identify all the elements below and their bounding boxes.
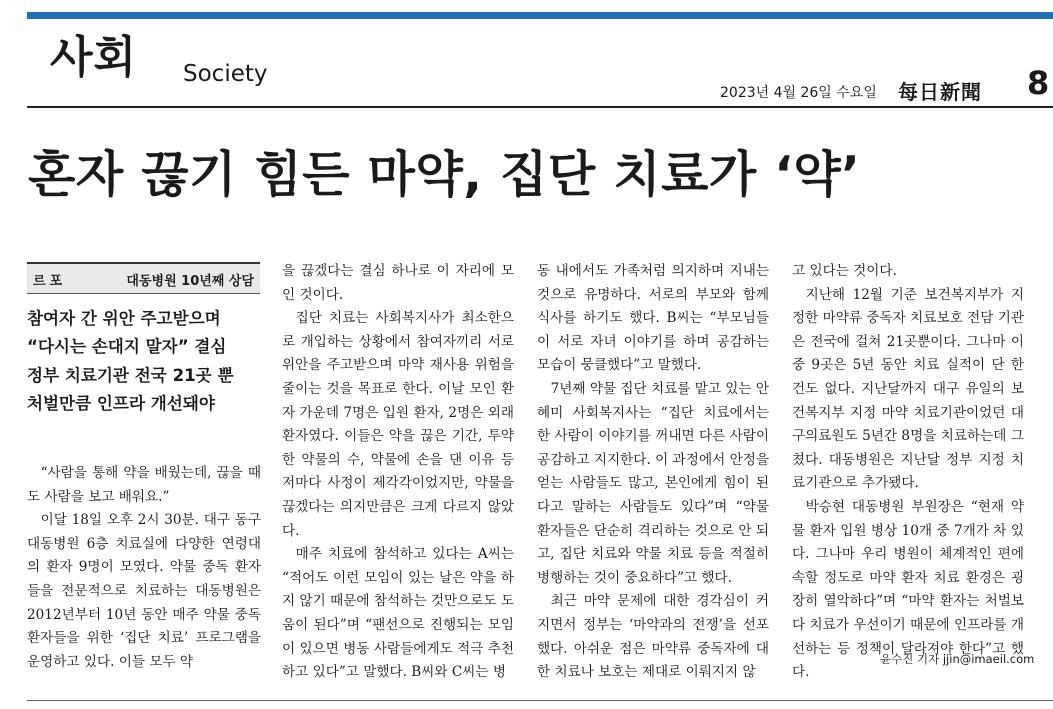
newspaper-logo: 每日新聞 bbox=[898, 80, 982, 104]
body-column-2 bbox=[282, 260, 514, 685]
body-column-1 bbox=[27, 462, 261, 674]
paragraph: 고 있다는 것이다. bbox=[792, 263, 897, 279]
article-subheads bbox=[27, 305, 261, 419]
subhead-line: “다시는 손대지 말자” 결심 bbox=[27, 337, 227, 357]
article-headline: 혼자 끊기 힘든 마약, 집단 치료가 ‘약’ bbox=[28, 146, 861, 203]
report-tag bbox=[27, 262, 260, 294]
subhead-line: 참여자 간 위안 주고받으며 bbox=[27, 309, 221, 328]
reporter-byline: 윤수진 기자 jjin@imaeil.com bbox=[880, 652, 1035, 666]
paragraph: 을 끊겠다는 결심 하나로 이 자리에 모인 것이다. bbox=[282, 263, 514, 303]
subhead-line: 정부 치료기관 전국 21곳 뿐 bbox=[27, 365, 234, 385]
body-column-4 bbox=[792, 260, 1024, 685]
section-title-english: Society bbox=[183, 61, 268, 87]
top-color-bar bbox=[27, 12, 1053, 19]
paragraph: 7년째 약물 집단 치료를 맡고 있는 안혜미 사회복지사는 “집단 치료에서는 한 사람이 이야기를 꺼내면 다른 사람이 공감하고 지지한다. 이 과정에서 안정을 얻는 사람들도 많고, 본인에게 힘이 된다고 말하는 사람들도 있다”며 “약물 환자들은 단순히 격리하는 것으로 안 되고, 집단 치료와 약물 치료 등을 적절히 병행하는 것이 중요하다”고 했다. bbox=[537, 380, 770, 586]
body-column-3 bbox=[537, 260, 769, 685]
issue-date: 2023년 4월 26일 수요일 bbox=[720, 85, 877, 101]
paragraph: 매주 치료에 참석하고 있다는 A씨는 “적어도 이런 모임이 있는 날은 약을 하지 않기 때문에 참석하는 것만으로도 도움이 된다”며 “팬선으로 진행되는 모임이 있으면 병동 사람들에게도 적극 추천하고 있다”고 말했다. B씨와 C씨는 병 bbox=[282, 546, 514, 681]
subhead-line: 처벌만큼 인프라 개선돼야 bbox=[27, 394, 215, 414]
paragraph: 최근 마약 문제에 대한 경각심이 커지면서 정부는 ‘마약과의 전쟁’을 선포했다. 아쉬운 점은 마약류 중독자에 대한 치료나 보호는 제대로 이뤄지지 않 bbox=[537, 593, 769, 681]
bottom-divider bbox=[27, 700, 1053, 701]
paragraph: 동 내에서도 가족처럼 의지하며 지내는 것으로 유명하다. 서로의 부모와 함께 식사를 하기도 했다. B씨는 “부모님들이 서로 자녀 이야기를 하며 공감하는 모습이 뭉클했다”고 말했다. bbox=[537, 263, 769, 374]
paragraph: 이달 18일 오후 2시 30분. 대구 동구 대동병원 6층 치료실에 다양한 연령대의 환자 9명이 모였다. 약물 중독 환자들을 전문적으로 치료하는 대동병원은 2012년부터 10년 동안 매주 약물 중독 환자들을 위한 ‘집단 치료’ 프로그램을 운영하고 있다. 이들 모두 약 bbox=[27, 512, 261, 670]
paragraph: “사람을 통해 약을 배웠는데, 끊을 때도 사람을 보고 배워요.” bbox=[27, 465, 261, 505]
paragraph: 박승현 대동병원 부원장은 “현재 약물 환자 입원 병상 10개 중 7개가 차 있다. 그나마 우리 병원이 체계적인 편에 속할 정도로 마약 환자 치료 환경은 굉장히 열악하다”며 “마약 환자는 처벌보다 치료가 우선이기 때문에 인프라를 개선하는 등 정책이 달라져야 한다”고 했다. bbox=[792, 498, 1024, 681]
tag-label: 르포 bbox=[33, 274, 67, 289]
section-title: 사회 bbox=[50, 32, 138, 83]
tag-title: 대동병원 10년째 상담 bbox=[126, 274, 254, 289]
masthead-divider bbox=[27, 106, 1053, 108]
page-number: 8 bbox=[1027, 64, 1050, 102]
paragraph: 지난해 12월 기준 보건복지부가 지정한 마약류 중독자 치료보호 전담 기관은 전국에 걸쳐 21곳뿐이다. 그나마 이 중 9곳은 5년 동안 치료 실적이 단 한 건도 없다. 지난달까지 대구 유일의 보건복지부 지정 마약 치료기관이었던 대구의료원도 5년간 8명을 치료하는데 그쳤다. 대동병원은 지난달 정부 지정 치료기관으로 추가됐다. bbox=[792, 286, 1024, 492]
paragraph: 집단 치료는 사회복지사가 최소한으로 개입하는 상황에서 참여자끼리 서로 위안을 주고받으며 마약 재사용 위험을 줄이는 것을 목표로 한다. 이날 모인 환자 가운데 7명은 입원 환자, 2명은 외래 환자였다. 이들은 약을 끊은 기간, 투약한 약물의 수, 약물에 손을 댄 이유 등 저마다 사정이 제각각이었지만, 약물을 끊겠다는 의지만큼은 크게 다르지 않았다. bbox=[282, 310, 514, 539]
